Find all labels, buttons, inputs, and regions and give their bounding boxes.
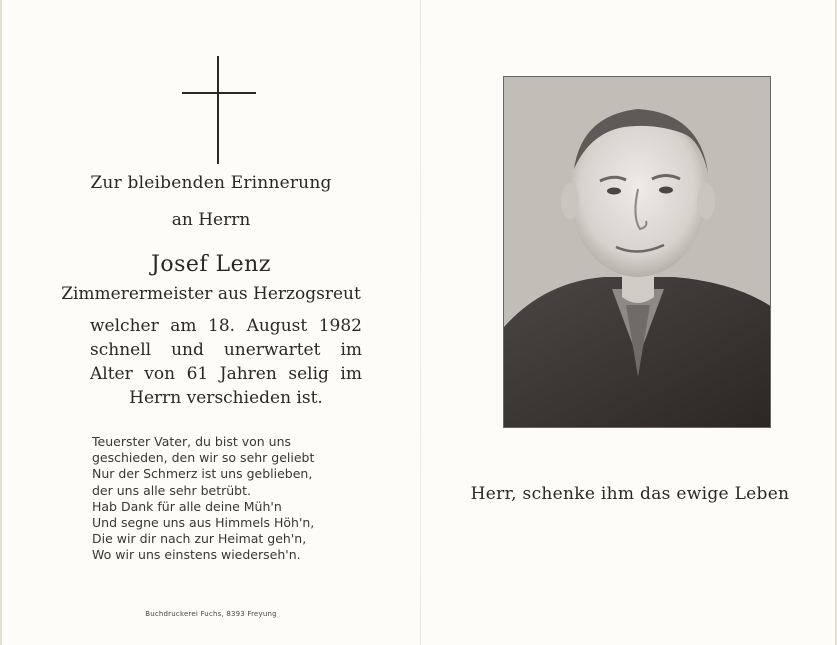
occupation-line: Zimmerermeister aus Herzogsreut [61,284,361,304]
an-herrn: an Herrn [171,210,251,230]
death-notice [90,314,362,410]
right-panel [421,0,837,645]
poem-line: der uns alle sehr betrübt. [92,482,251,498]
poem-line: geschieden, den wir so sehr geliebt [92,450,315,466]
portrait-illustration [504,77,771,428]
poem-line: Hab Dank für alle deine Müh'n [92,498,282,514]
cross-icon [179,56,259,164]
deceased-name: Josef Lenz [151,252,271,277]
notice-line: Herrn verschieden ist. [129,388,323,408]
printer-imprint: Buchdruckerei Fuchs, 8393 Freyung [145,610,277,618]
poem-line: Wo wir uns einstens wiederseh'n. [92,547,301,563]
remembrance-heading: Zur bleibenden Erinnerung [90,173,332,193]
blessing-text: Herr, schenke ihm das ewige Leben [470,484,790,504]
notice-line: Alter von 61 Jahren selig im [90,364,362,384]
portrait-photo [503,76,771,428]
memorial-poem [92,434,352,564]
notice-line: schnell und unerwartet im [90,340,362,360]
poem-line: Die wir dir nach zur Heimat geh'n, [92,531,307,547]
poem-line: Teuerster Vater, du bist von uns [92,434,292,449]
poem-line: Und segne uns aus Himmels Höh'n, [92,515,315,531]
notice-line: welcher am 18. August 1982 [90,316,362,336]
poem-line: Nur der Schmerz ist uns geblieben, [92,466,313,482]
left-panel [2,0,420,645]
